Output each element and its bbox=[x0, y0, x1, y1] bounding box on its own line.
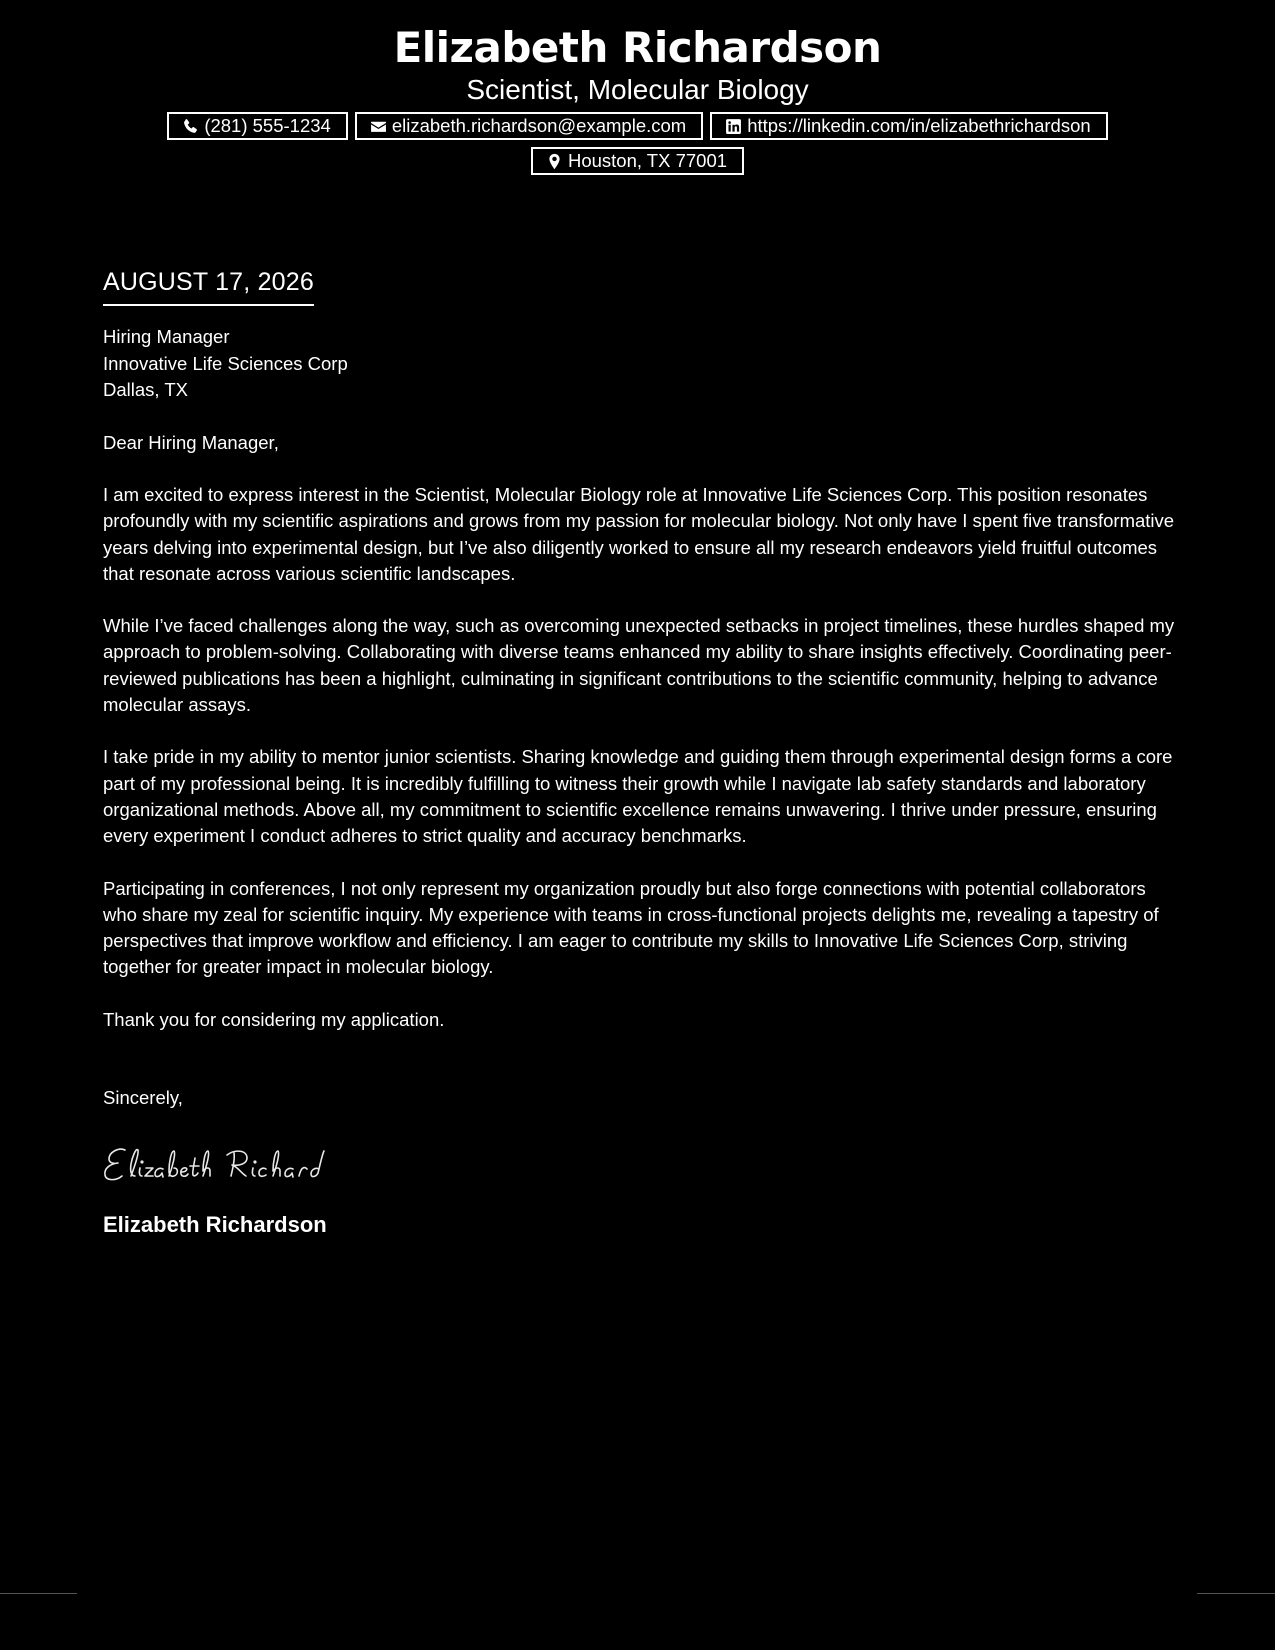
phone-contact[interactable] bbox=[167, 112, 348, 140]
location-text: Houston, TX 77001 bbox=[567, 150, 728, 171]
envelope-icon bbox=[370, 118, 387, 135]
linkedin-contact[interactable] bbox=[710, 112, 1107, 140]
paragraph-4: Participating in conferences, I not only represent my organization proudly but also forge connections with potential collaborators who share my zeal for scientific inquiry. My experience with teams in cross-functional projects delights me, revealing a tapestry of perspectives that improve workflow and efficiency. I am eager to contribute my skills to Innovative Life Sciences Corp, striving together for greater impact in molecular biology. bbox=[103, 877, 1159, 978]
linkedin-text: https://linkedin.com/in/elizabethrichardson bbox=[747, 115, 1091, 136]
recipient-company: Innovative Life Sciences Corp bbox=[103, 352, 348, 374]
applicant-role: Scientist, Molecular Biology bbox=[466, 74, 809, 105]
recipient-city: Dallas, TX bbox=[103, 379, 188, 400]
footer-rule-left bbox=[0, 1593, 77, 1594]
sign-off: Sincerely, bbox=[103, 1087, 183, 1109]
letter-body bbox=[103, 264, 1178, 1240]
paragraph-1: I am excited to express interest in the Scientist, Molecular Biology role at Innovative Life Sciences Corp. This position resonates profoundly with my scientific aspirations and grows from my passion for molecular biology. Not only have I spent five transformative years delving into experimental design, but I’ve also diligently worked to ensure all my research endeavors yield fruitful outcomes that resonate across various scientific landscapes. bbox=[103, 484, 1175, 584]
phone-icon bbox=[182, 118, 199, 135]
letter-header bbox=[0, 22, 1275, 175]
paragraph-2: While I’ve faced challenges along the way, such as overcoming unexpected setbacks in project timelines, these hurdles shaped my approach to problem-solving. Collaborating with diverse teams enhanced my ability to share insights effectively. Coordinating peer-reviewed publications has been a highlight, culminating in significant contributions to the scientific community, helping to advance molecular assays. bbox=[103, 615, 1175, 716]
location-contact bbox=[531, 147, 744, 175]
email-contact[interactable] bbox=[355, 112, 703, 140]
handwritten-signature bbox=[103, 1138, 1178, 1190]
paragraph-3: I take pride in my ability to mentor junior scientists. Sharing knowledge and guiding them through experimental design forms a core part of my professional being. It is incredibly fulfilling to witness their growth while I navigate lab safety standards and laboratory organizational methods. Above all, my commitment to scientific excellence remains unwavering. I thrive under pressure, ensuring every experiment I conduct adheres to strict quality and accuracy benchmarks. bbox=[103, 746, 1173, 847]
contact-row-location bbox=[0, 147, 1275, 175]
recipient-block bbox=[103, 324, 1178, 404]
contact-row bbox=[0, 112, 1275, 140]
recipient-title: Hiring Manager bbox=[103, 326, 230, 347]
signer-name: Elizabeth Richardson bbox=[103, 1211, 327, 1237]
greeting: Dear Hiring Manager, bbox=[103, 431, 279, 453]
closing-thanks: Thank you for considering my application. bbox=[103, 1008, 445, 1030]
email-text: elizabeth.richardson@example.com bbox=[391, 115, 687, 136]
map-marker-icon bbox=[546, 153, 563, 170]
footer-rule-right bbox=[1197, 1593, 1275, 1594]
letter-date: AUGUST 17, 2026 bbox=[103, 264, 314, 306]
phone-text: (281) 555-1234 bbox=[204, 115, 331, 136]
linkedin-icon bbox=[725, 118, 742, 135]
applicant-name: Elizabeth Richardson bbox=[393, 23, 882, 72]
